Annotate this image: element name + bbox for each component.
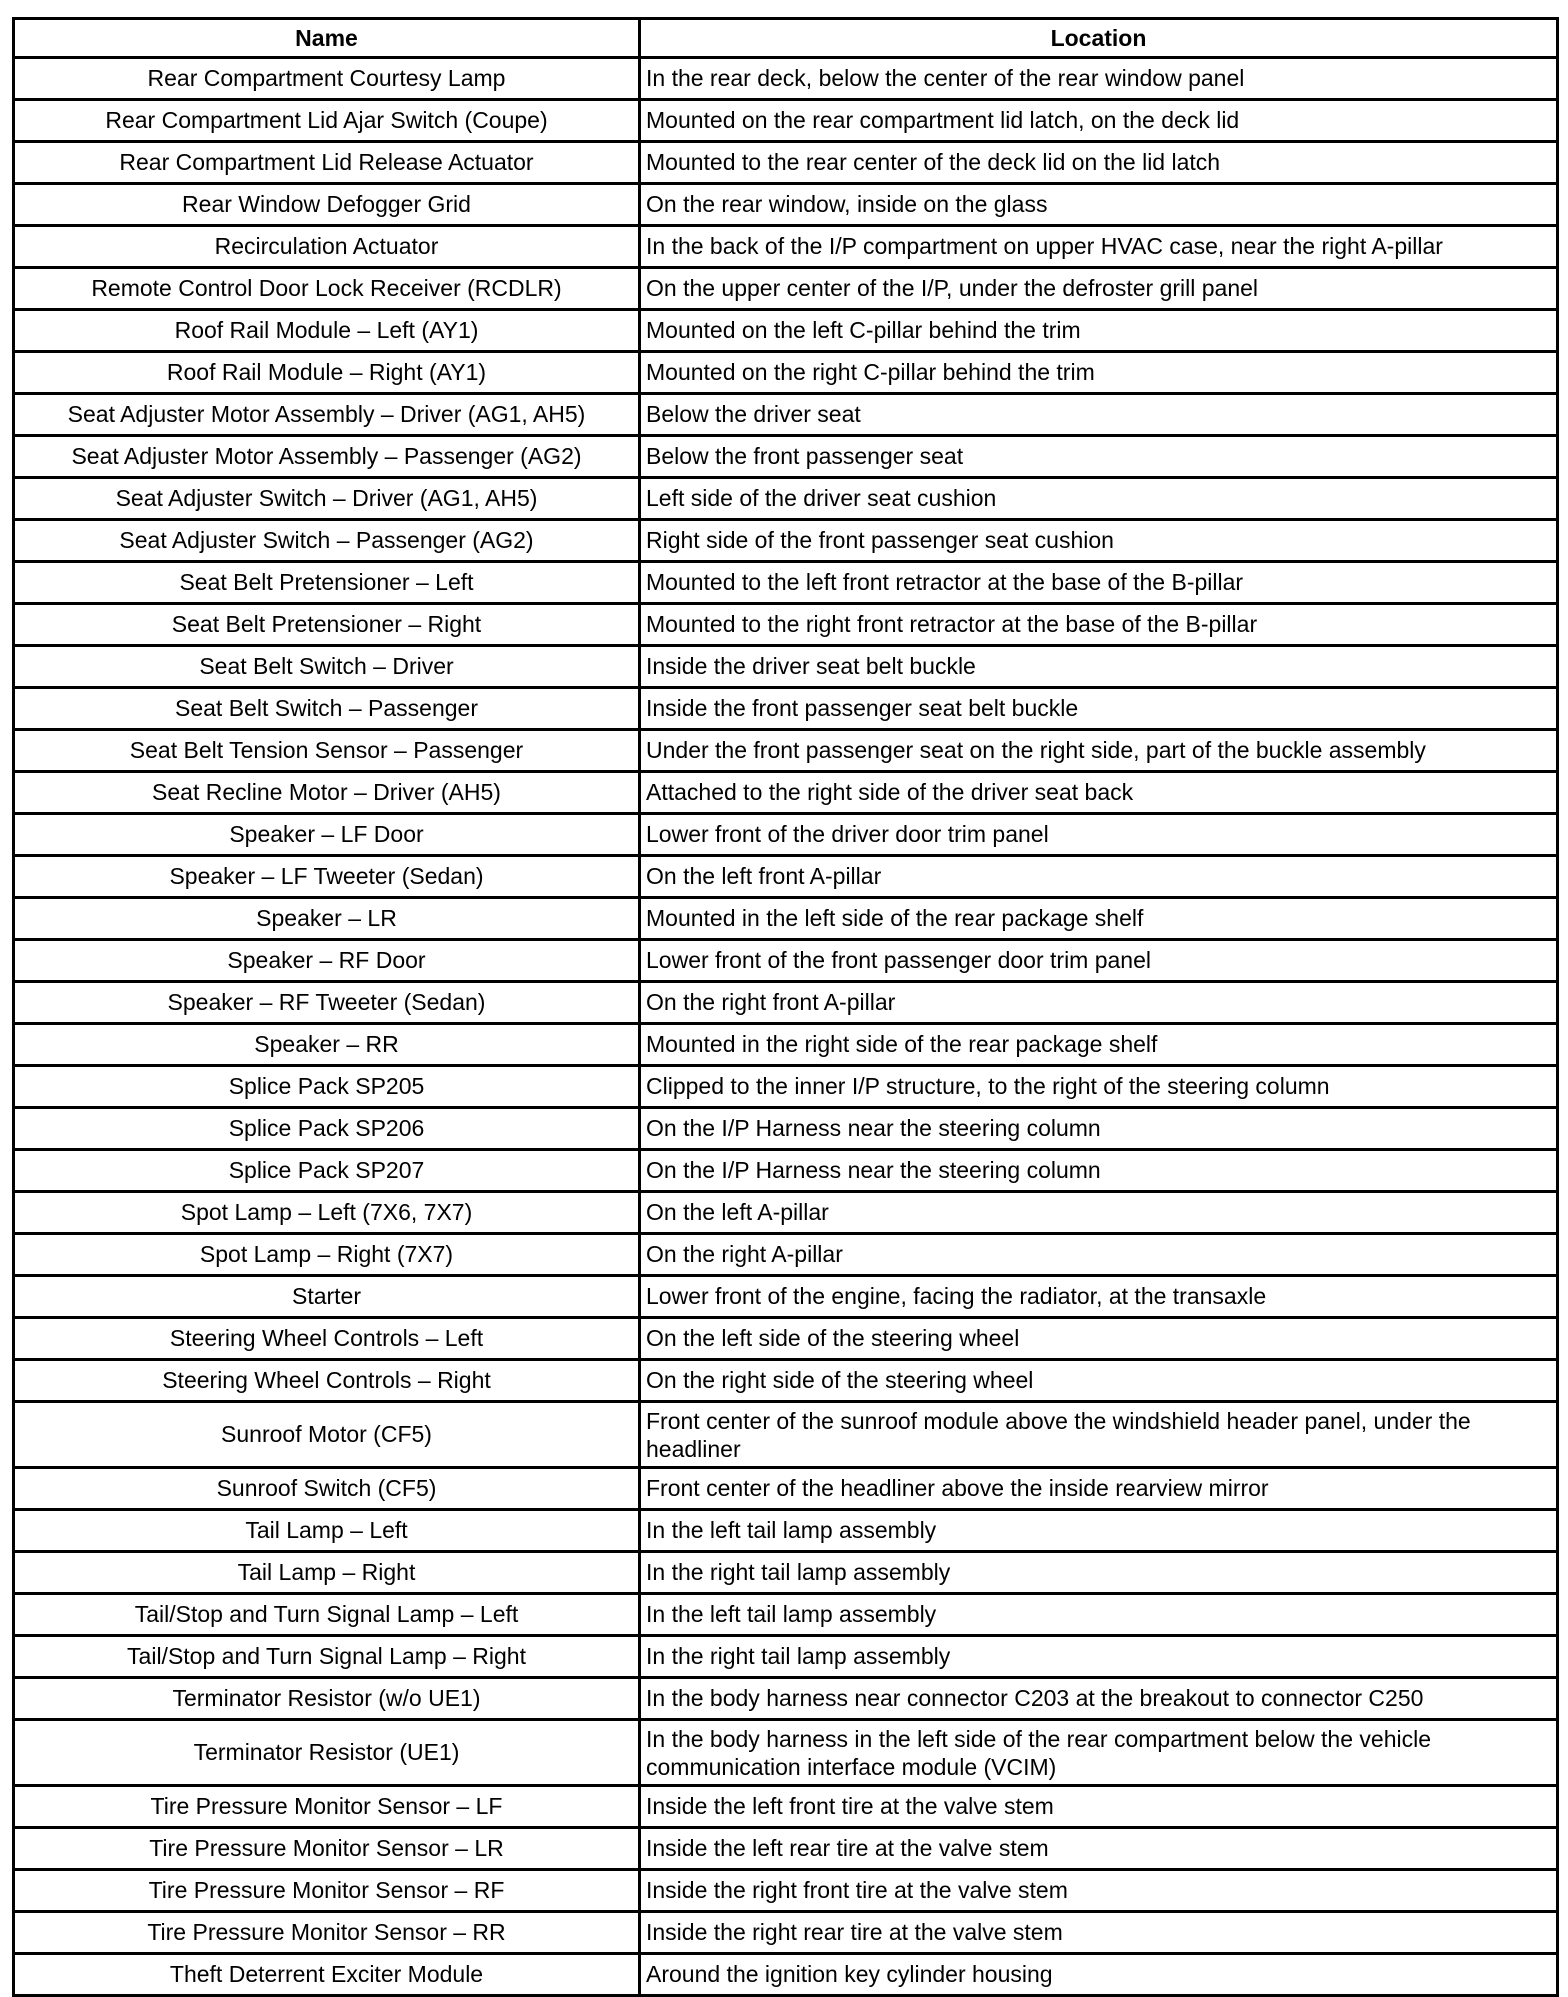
component-location-cell: Clipped to the inner I/P structure, to the right of the steering column [640,1066,1558,1108]
component-location-cell: In the right tail lamp assembly [640,1552,1558,1594]
component-name-cell: Splice Pack SP206 [14,1108,640,1150]
component-location-cell: Mounted in the left side of the rear package shelf [640,898,1558,940]
table-row [14,1594,1558,1636]
component-name-cell: Tire Pressure Monitor Sensor – LF [14,1786,640,1828]
component-name-cell: Tire Pressure Monitor Sensor – LR [14,1828,640,1870]
component-name-cell: Spot Lamp – Left (7X6, 7X7) [14,1192,640,1234]
component-location-cell: Below the driver seat [640,394,1558,436]
component-location-cell: Mounted on the right C-pillar behind the trim [640,352,1558,394]
component-name-cell: Speaker – LR [14,898,640,940]
table-row [14,352,1558,394]
component-location-cell: On the right front A-pillar [640,982,1558,1024]
table-row [14,1678,1558,1720]
component-name-cell: Seat Belt Pretensioner – Right [14,604,640,646]
header-row [14,19,1558,58]
component-location-cell: Attached to the right side of the driver seat back [640,772,1558,814]
component-location-cell: On the left front A-pillar [640,856,1558,898]
component-name-cell: Roof Rail Module – Right (AY1) [14,352,640,394]
table-row [14,478,1558,520]
table-row [14,1720,1558,1786]
component-location-cell: Mounted in the right side of the rear package shelf [640,1024,1558,1066]
table-row [14,1150,1558,1192]
table-row [14,1870,1558,1912]
table-row [14,1192,1558,1234]
table-row [14,1234,1558,1276]
component-name-cell: Seat Adjuster Switch – Driver (AG1, AH5) [14,478,640,520]
table-row [14,856,1558,898]
component-name-cell: Tail/Stop and Turn Signal Lamp – Left [14,1594,640,1636]
component-name-cell: Rear Compartment Courtesy Lamp [14,58,640,100]
component-location-cell: In the right tail lamp assembly [640,1636,1558,1678]
component-name-cell: Rear Compartment Lid Release Actuator [14,142,640,184]
table-row [14,982,1558,1024]
component-name-cell: Tire Pressure Monitor Sensor – RR [14,1912,640,1954]
component-location-cell: In the body harness near connector C203 at the breakout to connector C250 [640,1678,1558,1720]
component-name-cell: Rear Compartment Lid Ajar Switch (Coupe) [14,100,640,142]
component-location-cell: Around the ignition key cylinder housing [640,1954,1558,1996]
component-name-cell: Seat Belt Tension Sensor – Passenger [14,730,640,772]
component-location-cell: Front center of the sunroof module above the windshield header panel, under the headliner [640,1402,1558,1468]
component-name-cell: Seat Belt Switch – Driver [14,646,640,688]
table-row [14,1912,1558,1954]
component-location-cell: Lower front of the driver door trim panel [640,814,1558,856]
table-row [14,562,1558,604]
component-name-cell: Sunroof Motor (CF5) [14,1402,640,1468]
component-name-cell: Rear Window Defogger Grid [14,184,640,226]
component-name-cell: Steering Wheel Controls – Right [14,1360,640,1402]
column-header-name: Name [14,19,640,58]
component-location-cell: Inside the right rear tire at the valve stem [640,1912,1558,1954]
table-row [14,520,1558,562]
component-name-cell: Spot Lamp – Right (7X7) [14,1234,640,1276]
component-name-cell: Seat Adjuster Motor Assembly – Driver (AG1, AH5) [14,394,640,436]
table-row [14,772,1558,814]
table-row [14,1024,1558,1066]
component-name-cell: Splice Pack SP207 [14,1150,640,1192]
component-name-cell: Seat Adjuster Motor Assembly – Passenger (AG2) [14,436,640,478]
component-location-cell: In the back of the I/P compartment on upper HVAC case, near the right A-pillar [640,226,1558,268]
component-location-cell: In the left tail lamp assembly [640,1510,1558,1552]
component-location-cell: On the I/P Harness near the steering column [640,1150,1558,1192]
component-location-table [12,17,1559,1997]
component-location-cell: Right side of the front passenger seat cushion [640,520,1558,562]
component-location-cell: Front center of the headliner above the inside rearview mirror [640,1468,1558,1510]
component-name-cell: Seat Recline Motor – Driver (AH5) [14,772,640,814]
component-location-cell: Lower front of the front passenger door trim panel [640,940,1558,982]
table-row [14,940,1558,982]
component-location-cell: Below the front passenger seat [640,436,1558,478]
component-location-cell: On the right A-pillar [640,1234,1558,1276]
component-name-cell: Speaker – RR [14,1024,640,1066]
table-row [14,1108,1558,1150]
component-location-cell: On the rear window, inside on the glass [640,184,1558,226]
table-row [14,268,1558,310]
component-location-cell: Inside the right front tire at the valve stem [640,1870,1558,1912]
component-location-cell: Lower front of the engine, facing the radiator, at the transaxle [640,1276,1558,1318]
table-row [14,1954,1558,1996]
component-location-cell: Mounted on the rear compartment lid latch, on the deck lid [640,100,1558,142]
table-row [14,604,1558,646]
table-row [14,1510,1558,1552]
table-row [14,898,1558,940]
table-row [14,226,1558,268]
component-location-cell: Left side of the driver seat cushion [640,478,1558,520]
component-location-cell: Inside the left front tire at the valve stem [640,1786,1558,1828]
column-header-location: Location [640,19,1558,58]
table-row [14,1636,1558,1678]
table-row [14,1360,1558,1402]
table-row [14,646,1558,688]
component-name-cell: Starter [14,1276,640,1318]
table-row [14,1828,1558,1870]
component-name-cell: Speaker – RF Door [14,940,640,982]
component-name-cell: Tail Lamp – Right [14,1552,640,1594]
table-row [14,1402,1558,1468]
component-name-cell: Speaker – LF Tweeter (Sedan) [14,856,640,898]
component-name-cell: Steering Wheel Controls – Left [14,1318,640,1360]
component-name-cell: Speaker – LF Door [14,814,640,856]
component-location-cell: On the I/P Harness near the steering column [640,1108,1558,1150]
component-name-cell: Speaker – RF Tweeter (Sedan) [14,982,640,1024]
component-name-cell: Terminator Resistor (w/o UE1) [14,1678,640,1720]
component-location-cell: Inside the driver seat belt buckle [640,646,1558,688]
component-location-cell: Mounted to the left front retractor at the base of the B-pillar [640,562,1558,604]
table-row [14,100,1558,142]
table-row [14,1786,1558,1828]
component-location-cell: In the rear deck, below the center of the rear window panel [640,58,1558,100]
component-name-cell: Theft Deterrent Exciter Module [14,1954,640,1996]
component-name-cell: Seat Belt Switch – Passenger [14,688,640,730]
component-name-cell: Tail/Stop and Turn Signal Lamp – Right [14,1636,640,1678]
component-name-cell: Tire Pressure Monitor Sensor – RF [14,1870,640,1912]
component-name-cell: Tail Lamp – Left [14,1510,640,1552]
table-row [14,814,1558,856]
component-name-cell: Recirculation Actuator [14,226,640,268]
table-row [14,142,1558,184]
component-name-cell: Remote Control Door Lock Receiver (RCDLR) [14,268,640,310]
table-row [14,688,1558,730]
table-row [14,394,1558,436]
component-name-cell: Seat Belt Pretensioner – Left [14,562,640,604]
component-location-cell: In the body harness in the left side of the rear compartment below the vehicle communication interface module (VCIM) [640,1720,1558,1786]
table-row [14,1318,1558,1360]
component-location-cell: Mounted on the left C-pillar behind the trim [640,310,1558,352]
table-row [14,1552,1558,1594]
component-location-cell: Inside the front passenger seat belt buckle [640,688,1558,730]
table-row [14,1468,1558,1510]
component-location-cell: On the upper center of the I/P, under the defroster grill panel [640,268,1558,310]
component-location-cell: On the left A-pillar [640,1192,1558,1234]
table-row [14,1276,1558,1318]
table-row [14,184,1558,226]
component-location-cell: On the left side of the steering wheel [640,1318,1558,1360]
component-location-cell: In the left tail lamp assembly [640,1594,1558,1636]
table-row [14,1066,1558,1108]
component-location-cell: Under the front passenger seat on the right side, part of the buckle assembly [640,730,1558,772]
component-name-cell: Roof Rail Module – Left (AY1) [14,310,640,352]
component-name-cell: Sunroof Switch (CF5) [14,1468,640,1510]
component-name-cell: Terminator Resistor (UE1) [14,1720,640,1786]
component-location-cell: Inside the left rear tire at the valve stem [640,1828,1558,1870]
component-location-cell: Mounted to the right front retractor at the base of the B-pillar [640,604,1558,646]
table-row [14,310,1558,352]
table-row [14,730,1558,772]
component-location-cell: Mounted to the rear center of the deck lid on the lid latch [640,142,1558,184]
component-location-cell: On the right side of the steering wheel [640,1360,1558,1402]
component-name-cell: Seat Adjuster Switch – Passenger (AG2) [14,520,640,562]
component-name-cell: Splice Pack SP205 [14,1066,640,1108]
table-row [14,58,1558,100]
table-row [14,436,1558,478]
